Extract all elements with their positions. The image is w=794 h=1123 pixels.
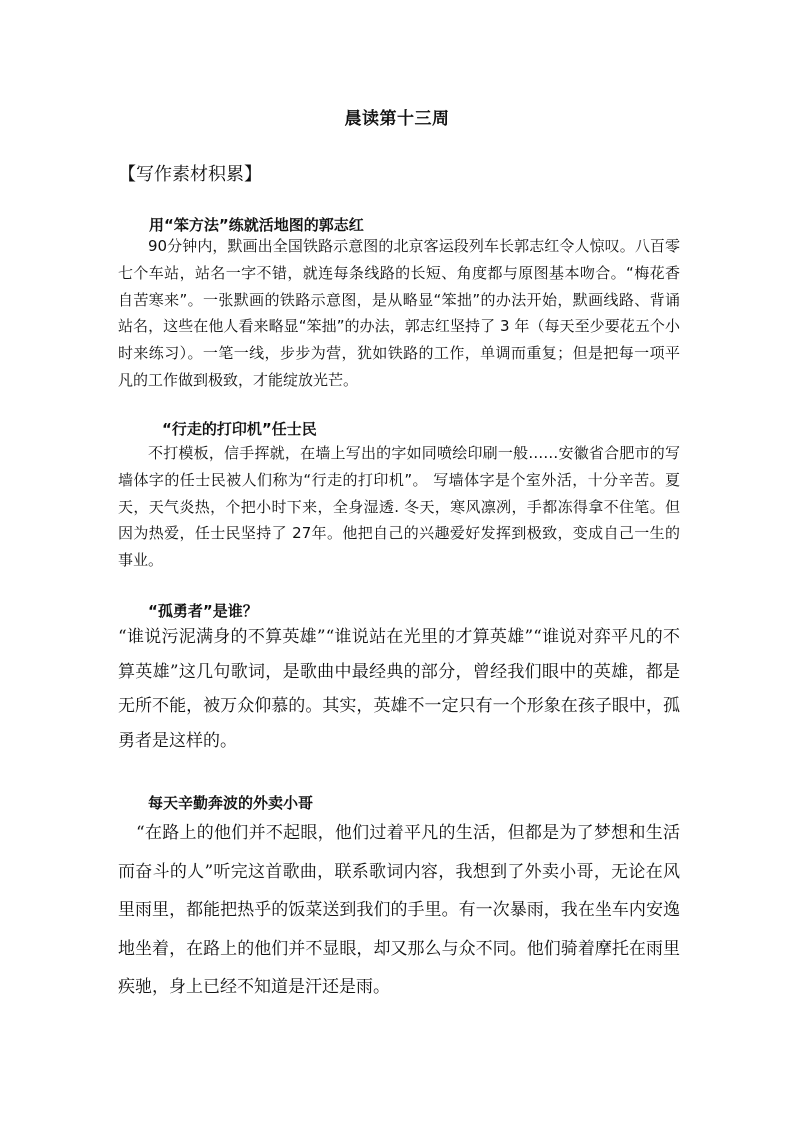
page-title: 晨读第十三周 — [344, 109, 450, 129]
article-3-body: “谁说污泥满身的不算英雄”“谁说站在光里的才算英雄”“谁说对弈平凡的不算英雄”这几句歌词，是歌曲中最经典的部分，曾经我们眼中的英雄，都是无所不能，被万众仰慕的。其实，英雄不一定只有一个形象在孩子眼中，孤勇者是这样的。 — [118, 627, 680, 751]
article-4-body: “在路上的他们并不起眼，他们过着平凡的生活，但都是为了梦想和生活而奋斗的人”听完这首歌曲，联系歌词内容，我想到了外卖小哥，无论在风里雨里，都能把热乎的饭菜送到我们的手里。有一次暴雨，我在坐车内安逸地坐着，在路上的他们并不显眼，却又那么与众不同。他们骑着摩托在雨里疾驰，身上已经不知道是汗还是雨。 — [118, 823, 680, 997]
article-4-heading: 每天辛勤奔波的外卖小哥 — [148, 794, 314, 812]
article-2-body: 不打模板，信手挥就，在墙上写出的字如同喷绘印刷一般……安徽省合肥市的写墙体字的任士民被人们称为“行走的打印机”。 写墙体字是个室外活，十分辛苦。夏天，天气炎热，个把小时下来，全身湿透. 冬天，寒风凛冽，手都冻得拿不住笔。但因为热爱，任士民坚持了 27年。他把自己的兴趣爱好发挥到极致，变成自己一生的事业。 — [118, 444, 680, 570]
article-1-body: 90分钟内，默画出全国铁路示意图的北京客运段列车长郭志红令人惊叹。八百零七个车站，站名一字不错，就连每条线路的长短、角度都与原图基本吻合。“梅花香自苦寒来”。一张默画的铁路示意图，是从略显“笨拙”的办法开始，默画线路、背诵站名，这些在他人看来略显“笨拙”的办法，郭志红坚持了 3 年（每天至少要花五个小时来练习）。一笔一线，步步为营，犹如铁路的工作，单调而重复；但是把每一项平凡的工作做到极致，才能绽放光芒。 — [118, 237, 680, 389]
article-2-heading: “行走的打印机”任士民 — [162, 420, 317, 438]
section-heading: 【写作素材积累】 — [118, 164, 262, 185]
article-3-heading: “孤勇者”是谁？ — [148, 602, 258, 620]
article-1-heading: 用“笨方法”练就活地图的郭志红 — [149, 216, 364, 234]
